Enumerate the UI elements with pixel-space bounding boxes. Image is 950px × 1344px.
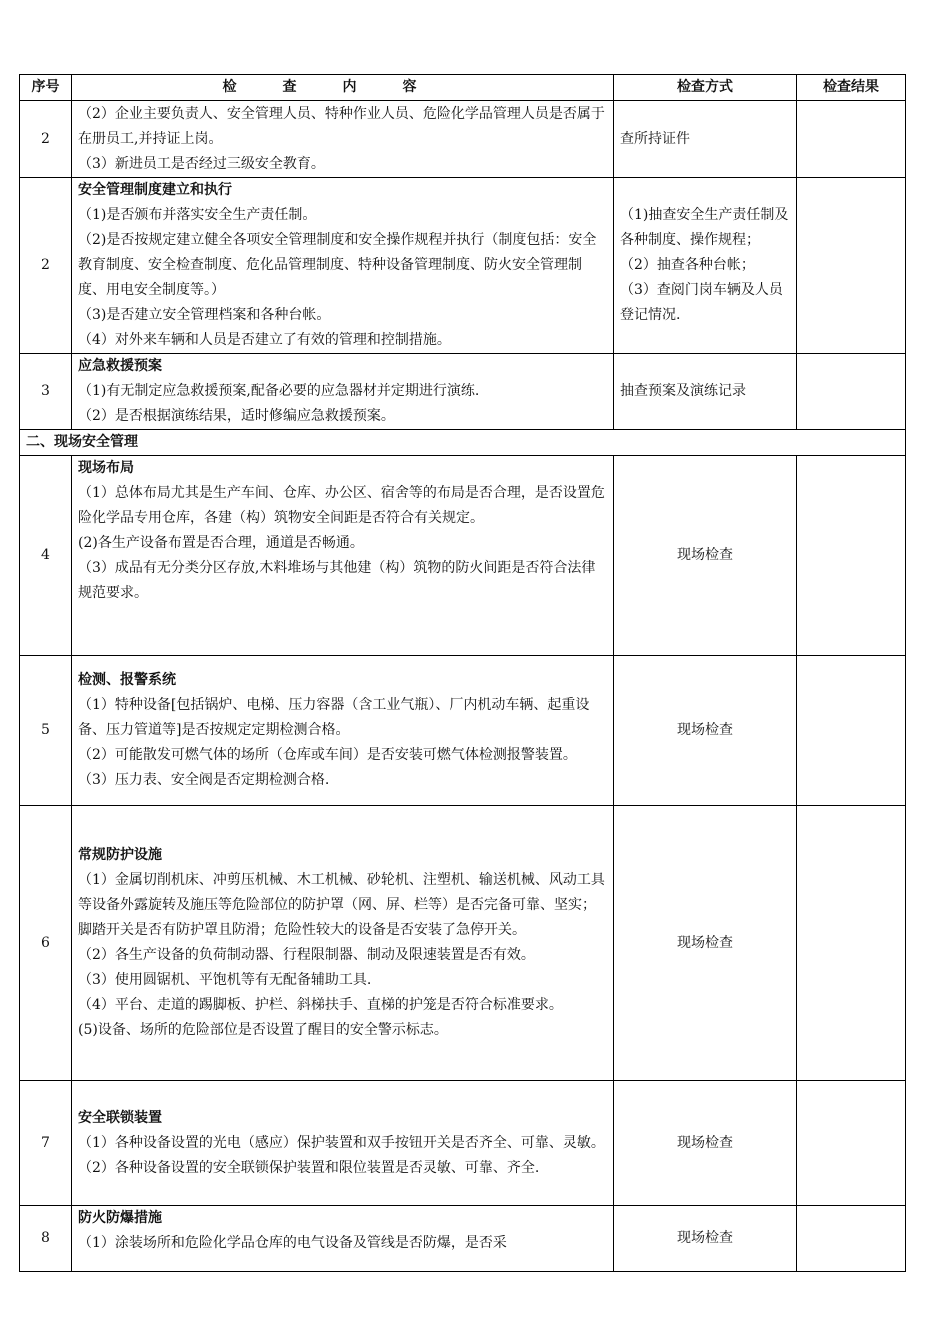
content-line: (2)各生产设备布置是否合理，通道是否畅通。	[78, 535, 364, 551]
content-line: （3）压力表、安全阀是否定期检测合格.	[78, 772, 330, 788]
method-line: （1)抽查安全生产责任制及各种制度、操作规程；	[620, 207, 789, 248]
item-title: 安全联锁装置	[78, 1109, 162, 1126]
table-row	[20, 1081, 906, 1206]
content-line: （1）总体布局尤其是生产车间、仓库、办公区、宿舍等的布局是否合理，是否设置危险化学品专用仓库，各建（构）筑物安全间距是否符合有关规定。	[78, 485, 605, 526]
row-no: 3	[20, 354, 72, 430]
table-header-row	[20, 75, 906, 101]
row-result	[797, 806, 906, 1081]
row-content	[72, 806, 614, 1081]
inspection-table	[19, 74, 906, 1272]
table-row	[20, 656, 906, 806]
content-line: （2）是否根据演练结果，适时修编应急救援预案。	[78, 408, 395, 424]
content-line: （3）使用圆锯机、平饱机等有无配备辅助工具.	[78, 972, 372, 988]
row-result	[797, 354, 906, 430]
row-content	[72, 178, 614, 354]
content-line: （4）平台、走道的踢脚板、护栏、斜梯扶手、直梯的护笼是否符合标准要求。	[78, 997, 563, 1013]
section-title: 二、现场安全管理	[20, 430, 906, 456]
content-line: （1）特种设备[包括锅炉、电梯、压力容器（含工业气瓶）、厂内机动车辆、起重设备、压力管道等]是否按规定定期检测合格。	[78, 697, 590, 738]
row-result	[797, 1081, 906, 1206]
row-no: 6	[20, 806, 72, 1081]
content-line: （1）各种设备设置的光电（感应）保护装置和双手按钮开关是否齐全、可靠、灵敏。	[78, 1134, 605, 1151]
row-method: 现场检查	[614, 1081, 797, 1206]
row-content	[72, 1081, 614, 1206]
method-line: （2）抽查各种台帐；	[620, 257, 755, 273]
content-line: （2）可能散发可燃气体的场所（仓库或车间）是否安装可燃气体检测报警装置。	[78, 747, 577, 763]
section-row	[20, 430, 906, 456]
row-content	[72, 456, 614, 656]
content-line: （1）金属切削机床、冲剪压机械、木工机械、砂轮机、注塑机、输送机械、风动工具等设备外露旋转及施压等危险部位的防护罩（网、屏、栏等）是否完备可靠、坚实；脚踏开关是否有防护罩且防滑；危险性较大的设备是否安装了急停开关。	[78, 872, 605, 938]
content-line: (5)设备、场所的危险部位是否设置了醒目的安全警示标志。	[78, 1022, 448, 1038]
table-row	[20, 354, 906, 430]
item-title: 安全管理制度建立和执行	[78, 182, 232, 198]
header-no: 序号	[20, 75, 72, 101]
row-content	[72, 354, 614, 430]
table-row	[20, 178, 906, 354]
content-line: （2）各种设备设置的安全联锁保护装置和限位装置是否灵敏、可靠、齐全.	[78, 1159, 540, 1176]
content-line: （1)有无制定应急救援预案,配备必要的应急器材并定期进行演练.	[78, 383, 480, 399]
row-no: 2	[20, 101, 72, 178]
row-content	[72, 1206, 614, 1272]
method-line: 查所持证件	[620, 130, 690, 147]
row-result	[797, 456, 906, 656]
row-no: 7	[20, 1081, 72, 1206]
row-no: 2	[20, 178, 72, 354]
table-row	[20, 806, 906, 1081]
table-row	[20, 456, 906, 656]
item-title: 应急救援预案	[78, 358, 162, 374]
item-title: 检测、报警系统	[78, 672, 176, 688]
row-method	[614, 178, 797, 354]
header-result: 检查结果	[797, 75, 906, 101]
row-result	[797, 1206, 906, 1272]
item-title: 现场布局	[78, 460, 134, 476]
row-method: 现场检查	[614, 456, 797, 656]
content-line: （3)是否建立安全管理档案和各种台帐。	[78, 307, 331, 323]
content-line: （2)是否按规定建立健全各项安全管理制度和安全操作规程并执行（制度包括：安全教育制度、安全检查制度、危化品管理制度、特种设备管理制度、防火安全管理制度、用电安全制度等。）	[78, 232, 597, 298]
method-line: 抽查预案及演练记录	[620, 383, 746, 399]
row-content	[72, 656, 614, 806]
row-no: 8	[20, 1206, 72, 1272]
item-title: 防火防爆措施	[78, 1210, 162, 1226]
table-row	[20, 101, 906, 178]
row-method: 现场检查	[614, 806, 797, 1081]
row-result	[797, 178, 906, 354]
header-method: 检查方式	[614, 75, 797, 101]
row-method	[614, 101, 797, 178]
content-line: （1）涂装场所和危险化学品仓库的电气设备及管线是否防爆，是否采	[78, 1235, 507, 1251]
table-row	[20, 1206, 906, 1272]
row-result	[797, 101, 906, 178]
content-line: （2）企业主要负责人、安全管理人员、特种作业人员、危险化学品管理人员是否属于在册员工,并持证上岗。	[78, 105, 605, 147]
header-content: 检查内容	[72, 75, 614, 101]
content-line: （3）成品有无分类分区存放,木料堆场与其他建（构）筑物的防火间距是否符合法律规范要求。	[78, 560, 596, 601]
row-content	[72, 101, 614, 178]
row-method: 现场检查	[614, 656, 797, 806]
row-method: 现场检查	[614, 1206, 797, 1272]
content-line: （2）各生产设备的负荷制动器、行程限制器、制动及限速装置是否有效。	[78, 947, 535, 963]
item-title: 常规防护设施	[78, 847, 162, 863]
row-method	[614, 354, 797, 430]
content-line: （3）新进员工是否经过三级安全教育。	[78, 155, 325, 172]
method-line: （3）查阅门岗车辆及人员登记情况.	[620, 282, 783, 323]
row-no: 4	[20, 456, 72, 656]
content-line: （1)是否颁布并落实安全生产责任制。	[78, 207, 317, 223]
content-line: （4）对外来车辆和人员是否建立了有效的管理和控制措施。	[78, 332, 451, 348]
row-result	[797, 656, 906, 806]
row-no: 5	[20, 656, 72, 806]
